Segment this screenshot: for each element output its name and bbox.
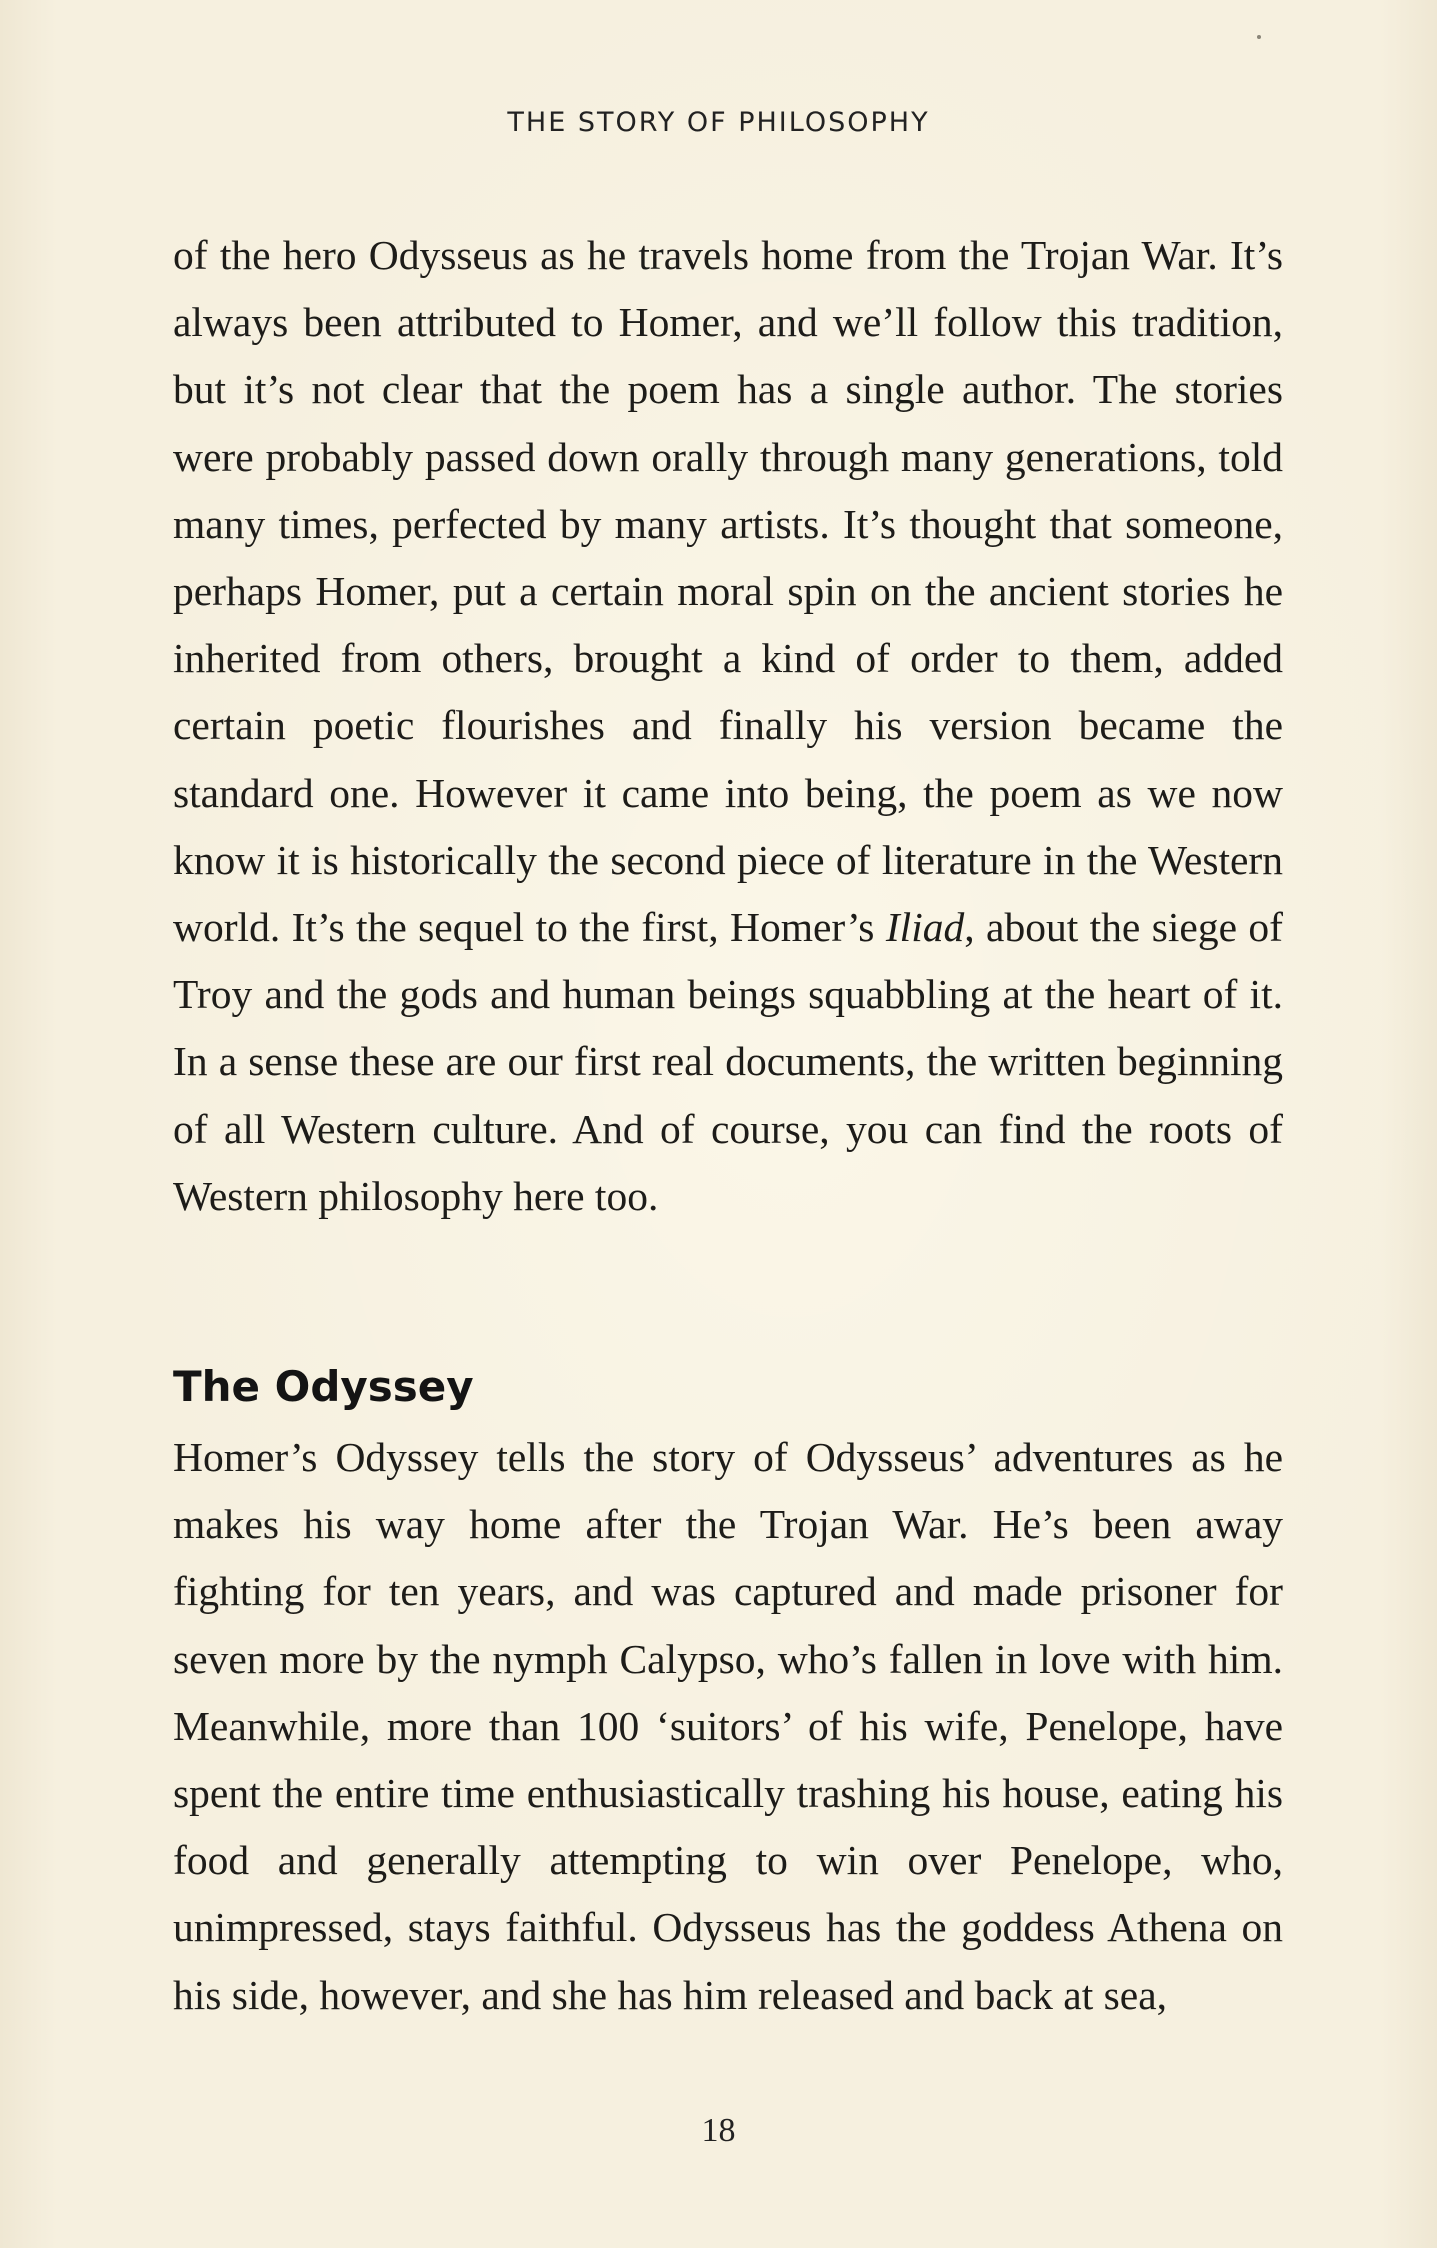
paragraph-odyssey: Homer’s Odyssey tells the story of Odysseus’ adventures as he makes his way home after the Trojan War. He’s been away fighting for ten years, and was captured and made prisoner for seven more by the nymph Calypso, who’s fallen in love with him. Meanwhile, more than 100 ‘suitors’ of his wife, Penelope, have spent the entire time enthusiastically trashing his house, eating his food and generally attempting to win over Penelope, who, unimpressed, stays faithful. Odysseus has the goddess Athena on his side, however, and she has him released and back at sea, bbox=[173, 1434, 1283, 2018]
scan-speck bbox=[1257, 35, 1261, 39]
paragraph-text-part-2: , about the siege of Troy and the gods and human beings squabbling at the heart of it. In a sense these are our first real documents, the written beginning of all Western culture. And of course, you can find the roots of Western philosophy here too. bbox=[173, 904, 1283, 1219]
section-heading: The Odyssey bbox=[173, 1362, 474, 1411]
paragraph-text-part-1: of the hero Odysseus as he travels home from the Trojan War. It’s always been attributed to Homer, and we’ll follow this tradition, but it’s not clear that the poem has a single author. The stories were probably passed down orally through many generations, told many times, perfected by many artists. It’s thought that someone, perhaps Homer, put a certain moral spin on the ancient stories he inherited from others, brought a kind of order to them, added certain poetic flourishes and finally his version became the standard one. However it came into being, the poem as we now know it is historically the second piece of literature in the Western world. It’s the sequel to the first, Homer’s bbox=[173, 232, 1283, 951]
paragraph-continuation bbox=[173, 222, 1283, 1230]
page-number: 18 bbox=[701, 2112, 736, 2149]
book-title-iliad: Iliad bbox=[885, 904, 965, 951]
running-header: THE STORY OF PHILOSOPHY bbox=[507, 107, 930, 138]
